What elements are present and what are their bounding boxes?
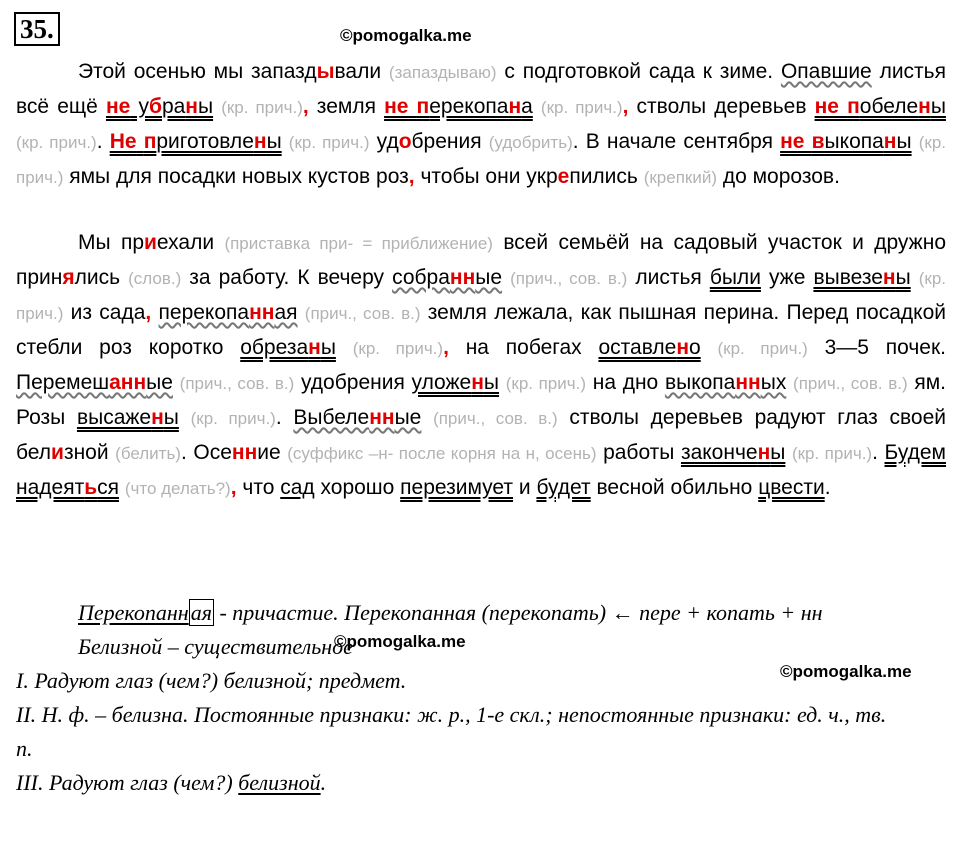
paragraph-1: Этой осенью мы запаздывали (запаздываю) с подготовкой сада к зиме. Опавшие листья всё ещё не убраны (кр. прич.), земля не перекопана (кр. прич.), стволы деревьев не побелены (кр. прич.). Не приготовлены (кр. прич.) удобрения (удобрить). В начале сентября не выкопаны (кр. прич.) ямы для посадки новых кустов роз, чтобы они укрепились (крепкий) до морозов. [16, 60, 946, 188]
word-analysis [16, 596, 896, 800]
watermark: ©pomogalka.me [340, 26, 472, 45]
paragraph-2: Мы приехали (приставка при- = приближение) всей семьёй на садовый участок и дружно принялись (слов.) за работу. К вечеру собранные (прич., сов. в.) листья были уже вывезены (кр. прич.) из сада, перекопанная (прич., сов. в.) земля лежала, как пышная перина. Перед посадкой стебли роз коротко обрезаны (кр. прич.), на побегах оставлено (кр. прич.) 3—5 почек. Перемешанные (прич., сов. в.) удобрения уложены (кр. прич.) на дно выкопанных (прич., сов. в.) ям. Розы высажены (кр. прич.). Выбеленные (прич., сов. в.) стволы деревьев радуют глаз своей белизной (белить). Осенние (суффикс –н- после корня на н, осень) работы закончeны (кр. прич.). Будем надеяться (что делать?), что сад хорошо перезимует и будет весной обильно цвести. [16, 231, 947, 499]
analysis-line-3: III. Радуют глаз (чем?) белизной. [16, 770, 327, 795]
analysis-noun-title: Белизной – существительное [78, 634, 353, 659]
exercise-number: 35. [14, 12, 60, 46]
watermark: ©pomogalka.me [780, 662, 912, 681]
analysis-line-2: II. Н. ф. – белизна. Постоянные признаки: ж. р., 1-е скл.; непостоянные признаки: ед. ч., тв. п. [16, 702, 887, 761]
watermark: ©pomogalka.me [334, 632, 466, 651]
analysis-participle: Перекопанная - причастие. Перекопанная (перекопать) ← пере + копать + нн [78, 600, 823, 625]
analysis-line-1: I. Радуют глаз (чем?) белизной; предмет. [16, 668, 407, 693]
